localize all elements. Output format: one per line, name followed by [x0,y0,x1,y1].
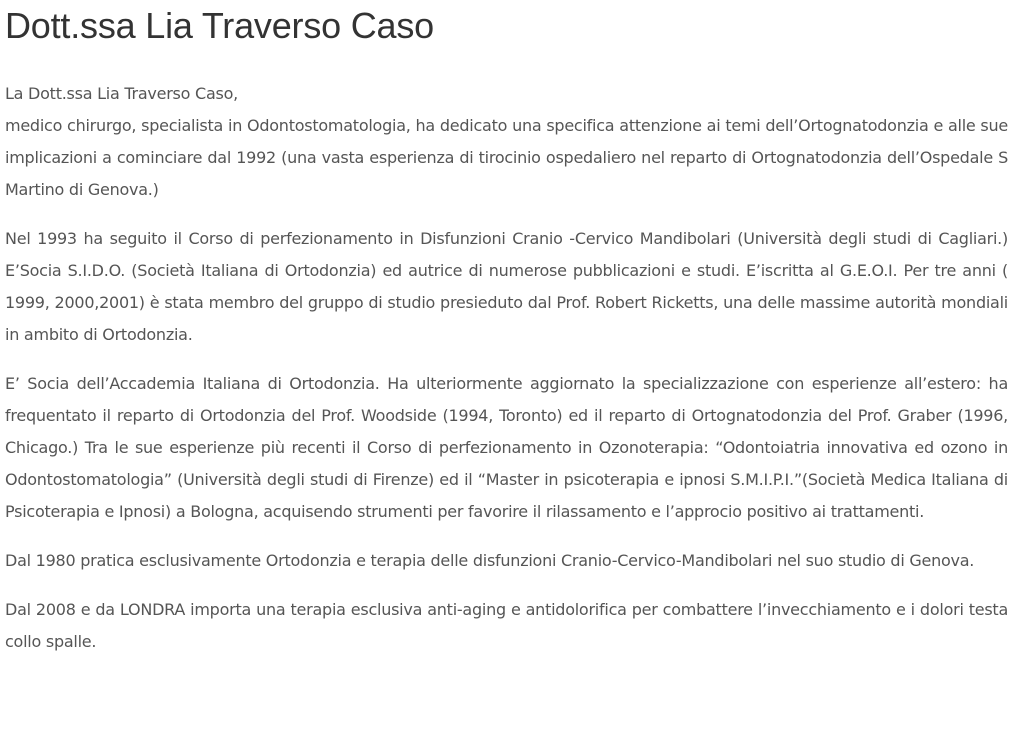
bio-paragraph-practice: Dal 1980 pratica esclusivamente Ortodonzia e terapia delle disfunzioni Cranio-Cervico-Mandibolari nel suo studio di Genova. [5,551,975,570]
biography [5,78,1008,658]
bio-paragraph-training: Nel 1993 ha seguito il Corso di perfezionamento in Disfunzioni Cranio -Cervico Mandibolari (Università degli studi di Cagliari.) E’Socia S.I.D.O. (Società Italiana di Ortodonzia) ed autrice di numerose pubblicazioni e studi. E’iscritta al G.E.O.I. Per tre anni ( 1999, 2000,2001) è stata membro del gruppo di studio presieduto dal Prof. Robert Ricketts, una delle massime autorità mondiali in ambito di Ortodonzia. [5,229,1008,344]
bio-paragraph-memberships: E’ Socia dell’Accademia Italiana di Ortodonzia. Ha ulteriormente aggiornato la specializzazione con esperienze all’estero: ha frequentato il reparto di Ortodonzia del Prof. Woodside (1994, Toronto) ed il reparto di Ortognatodonzia del Prof. Graber (1996, Chicago.) Tra le sue esperienze più recenti il Corso di perfezionamento in Ozonoterapia: “Odontoiatria innovativa ed ozono in Odontostomatologia” (Università degli studi di Firenze) ed il “Master in psicoterapia e ipnosi S.M.I.P.I.”(Società Medica Italiana di Psicoterapia e Ipnosi) a Bologna, acquisendo strumenti per favorire il rilassamento e l’approcio positivo ai trattamenti. [5,374,1008,521]
bio-paragraph-antiaging: Dal 2008 e da LONDRA importa una terapia esclusiva anti-aging e antidolorifica per combattere l’invecchiamento e i dolori testa collo spalle. [5,600,1008,651]
page-content [0,4,1008,658]
page-title: Dott.ssa Lia Traverso Caso [5,5,434,46]
bio-paragraph-intro [5,78,1008,206]
bio-intro-body: medico chirurgo, specialista in Odontostomatologia, ha dedicato una specifica attenzione ai temi dell’Ortognatodonzia e alle sue implicazioni a cominciare dal 1992 (una vasta esperienza di tirocinio ospedaliero nel reparto di Ortognatodonzia dell’Ospedale S Martino di Genova.) [5,116,1008,199]
bio-intro-line: La Dott.ssa Lia Traverso Caso, [5,84,238,103]
